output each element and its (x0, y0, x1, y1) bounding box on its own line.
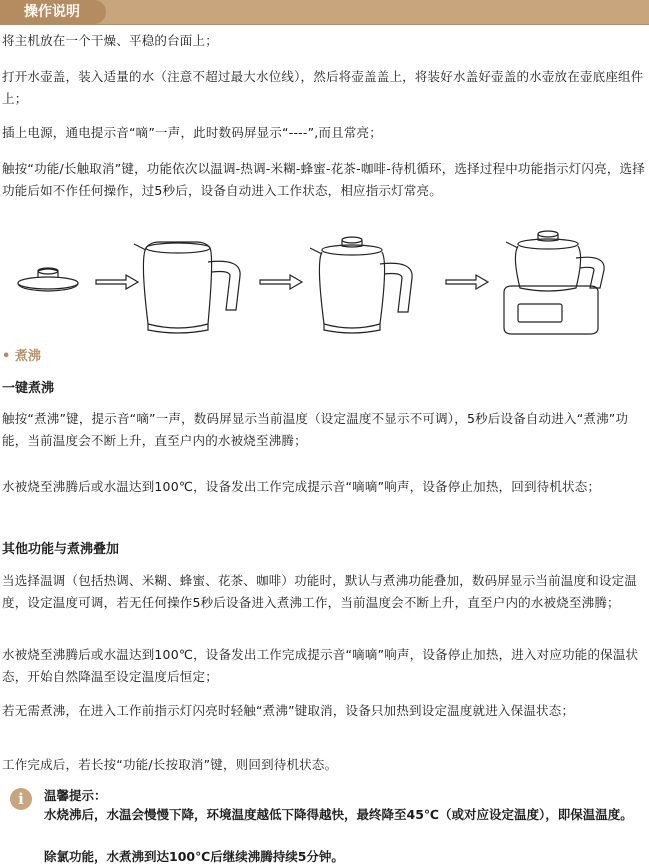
kettle-body-icon (134, 242, 240, 333)
combined-paragraph-3: 若无需煮沸，在进入工作前指示灯闪亮时轻触“煮沸”键取消，设备只加热到设定温度就进入保温状态； (2, 703, 575, 718)
intro-paragraph-3: 插上电源，通电提示音“嘀”一声，此时数码屏显示“----”,而且常亮； (2, 125, 382, 140)
info-icon: i (10, 788, 32, 810)
page-title: 操作说明 (24, 4, 80, 20)
combined-paragraph-1: 当选择温调（包括热调、米糊、蜂蜜、花茶、咖啡）功能时，默认与煮沸功能叠加，数码屏显示当前温度和设定温度，设定温度可调，若无任何操作5秒后设备进入煮沸工作，当前温度会不断上升，直至户内的水被烧至沸腾； (2, 573, 638, 610)
arrow-icon (446, 275, 488, 289)
intro-paragraph-1: 将主机放在一个干燥、平稳的台面上； (2, 33, 218, 48)
intro-paragraph-4: 触按“功能/长触取消”键，功能依次以温调-热调-米糊-蜂蜜-花茶-咖啡-待机循环，选择过程中功能指示灯闪亮，选择功能后如不作任何操作，过5秒后，设备自动进入工作状态，相应指示灯常亮。 (2, 161, 645, 198)
tip-line-1: 水烧沸后，水温会慢慢下降，环境温度越低下降得越快，最终降至45℃（或对应设定温度），即保温温度。 (44, 807, 633, 822)
heading-combined-functions: 其他功能与煮沸叠加 (2, 542, 120, 557)
tip-line-2: 除氯功能，水煮沸到达100℃后继续沸腾持续5分钟。 (44, 849, 344, 864)
boil-paragraph-2: 水被烧至沸腾后或水温达到100℃，设备发出工作完成提示音“嘀嘀”响声，设备停止加热，回到待机状态； (2, 479, 601, 494)
arrow-icon (260, 275, 302, 289)
kettle-with-lid-icon (310, 237, 412, 333)
arrow-icon (96, 275, 138, 289)
boil-paragraph-1: 触按“煮沸”键，提示音“嘀”一声，数码屏显示当前温度（设定温度不显示不可调），5秒后设备自动进入“煮沸”功能，当前温度会不断上升，直至户内的水被烧至沸腾； (2, 411, 629, 448)
assembly-illustration (0, 228, 649, 340)
intro-paragraph-2: 打开水壶盖，装入适量的水（注意不超过最大水位线），然后将壶盖盖上，将装好水盖好壶盖的水壶放在壶底座组件上； (2, 69, 644, 106)
section-header-bar (0, 0, 649, 25)
combined-paragraph-4: 工作完成后，若长按“功能/长按取消”键，则回到待机状态。 (2, 757, 338, 772)
section-label-boil: • 煮沸 (2, 349, 41, 364)
heading-one-key-boil: 一键煮沸 (2, 381, 55, 396)
kettle-on-base-icon (504, 231, 604, 334)
combined-paragraph-2: 水被烧至沸腾后或水温达到100℃，设备发出工作完成提示音“嘀嘀”响声，设备停止加热，进入对应功能的保温状态，开始自然降温至设定温度后恒定； (2, 647, 639, 684)
kettle-lid-icon (18, 268, 78, 291)
tip-title: 温馨提示： (44, 788, 107, 803)
header-bar-end (639, 0, 649, 24)
